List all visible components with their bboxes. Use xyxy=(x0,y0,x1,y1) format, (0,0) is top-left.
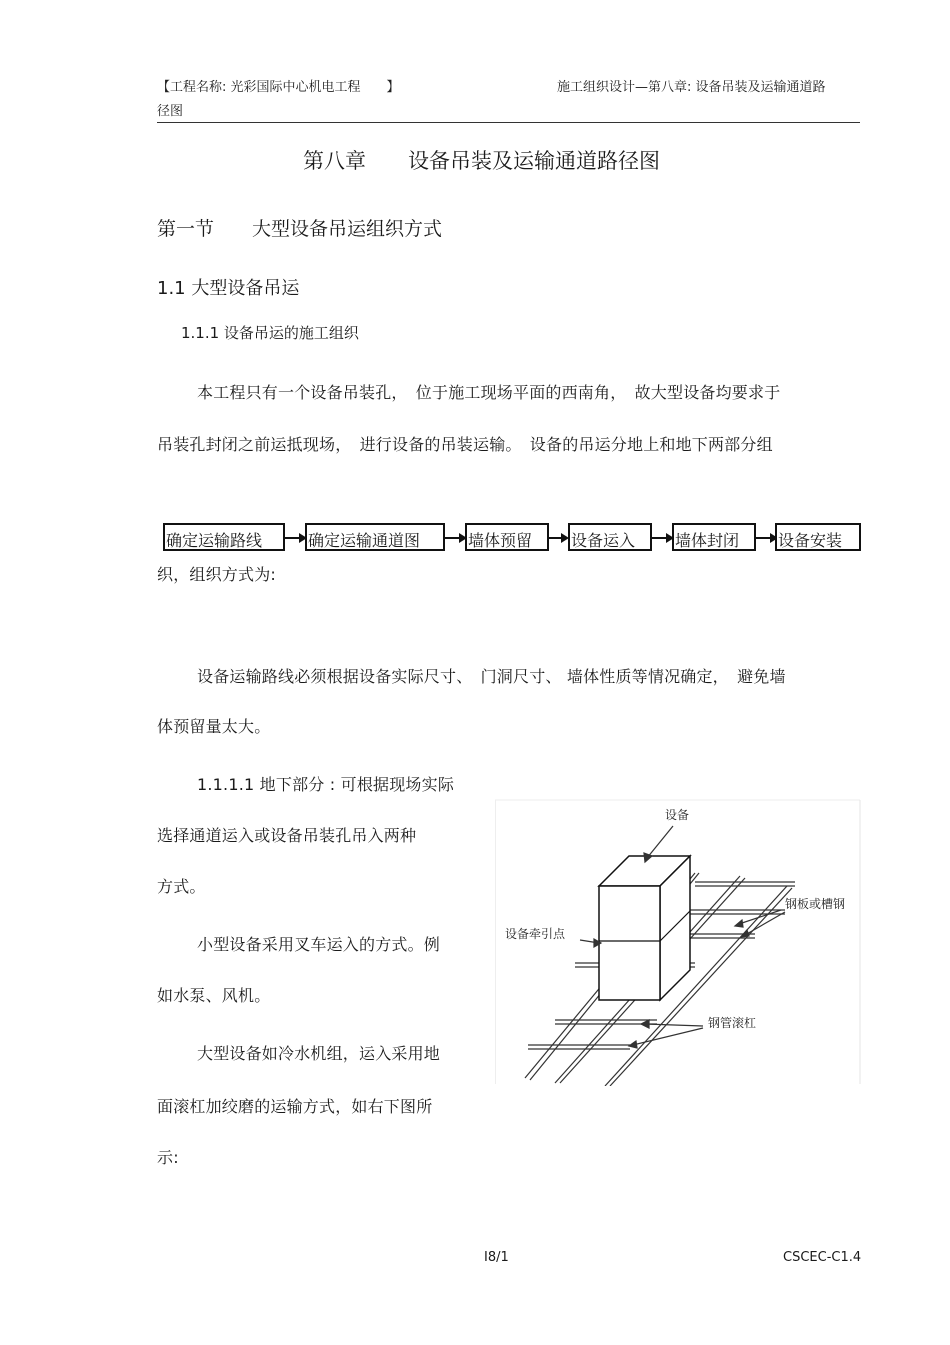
paragraph-line: 面滚杠加绞磨的运输方式，如右下图所 xyxy=(157,1097,433,1116)
label-traction-point: 设备牵引点 xyxy=(505,927,566,941)
label-steel-roller: 钢管滚杠 xyxy=(708,1016,757,1030)
paragraph-line: 大型设备如冷水机组，运入采用地 xyxy=(197,1044,441,1063)
paragraph-line: 示: xyxy=(157,1148,179,1167)
paragraph-line: 选择通道运入或设备吊装孔吊入两种 xyxy=(157,826,417,845)
flow-step: 确定运输路线 xyxy=(163,523,285,551)
heading-1-1-1: 1.1.1 设备吊运的施工组织 xyxy=(181,324,359,342)
arrow-right-icon xyxy=(549,530,569,546)
heading-1-1: 1.1 大型设备吊运 xyxy=(157,278,300,299)
header-rule xyxy=(157,122,860,123)
label-equipment: 设备 xyxy=(665,808,690,822)
paragraph-line: 方式。 xyxy=(157,877,206,896)
label-steel-plate: 钢板或槽钢 xyxy=(785,897,846,911)
paragraph-line: 体预留量太大。 xyxy=(157,717,271,736)
heading-1-1-1-1: 1.1.1.1 地下部分 : 可根据现场实际 xyxy=(197,775,455,794)
header-project-name-wrap: 径图 xyxy=(157,104,184,119)
section-title: 第一节 大型设备吊运组织方式 xyxy=(157,218,443,240)
flow-step: 墙体预留 xyxy=(465,523,549,551)
header-chapter-info: 施工组织设计—第八章: 设备吊装及运输通道路 xyxy=(557,80,826,95)
paragraph-line: 吊装孔封闭之前运抵现场， 进行设备的吊装运输。 设备的吊运分地上和地下两部分组 xyxy=(157,435,773,454)
document-code: CSCEC-C1.4 xyxy=(783,1250,862,1265)
flow-step: 墙体封闭 xyxy=(672,523,756,551)
paragraph-line: 设备运输路线必须根据设备实际尺寸、 门洞尺寸、 墙体性质等情况确定， 避免墙 xyxy=(197,667,786,686)
paragraph-line: 如水泵、风机。 xyxy=(157,986,271,1005)
paragraph-line: 织，组织方式为: xyxy=(157,565,276,584)
header-project-name: 【工程名称: 光彩国际中心机电工程 】 xyxy=(157,80,400,95)
arrow-right-icon xyxy=(445,530,467,546)
paragraph-line: 小型设备采用叉车运入的方式。例 xyxy=(197,935,441,954)
roller-transport-figure xyxy=(495,798,862,1086)
flow-step: 确定运输通道图 xyxy=(305,523,445,551)
arrow-right-icon xyxy=(652,530,674,546)
flow-step: 设备安装 xyxy=(775,523,861,551)
page-number: I8/1 xyxy=(484,1250,509,1265)
chapter-title: 第八章 设备吊装及运输通道路径图 xyxy=(303,149,660,173)
process-flow xyxy=(163,523,863,555)
paragraph-line: 本工程只有一个设备吊装孔， 位于施工现场平面的西南角， 故大型设备均要求于 xyxy=(197,383,781,402)
flow-step: 设备运入 xyxy=(568,523,652,551)
arrow-right-icon xyxy=(285,530,307,546)
